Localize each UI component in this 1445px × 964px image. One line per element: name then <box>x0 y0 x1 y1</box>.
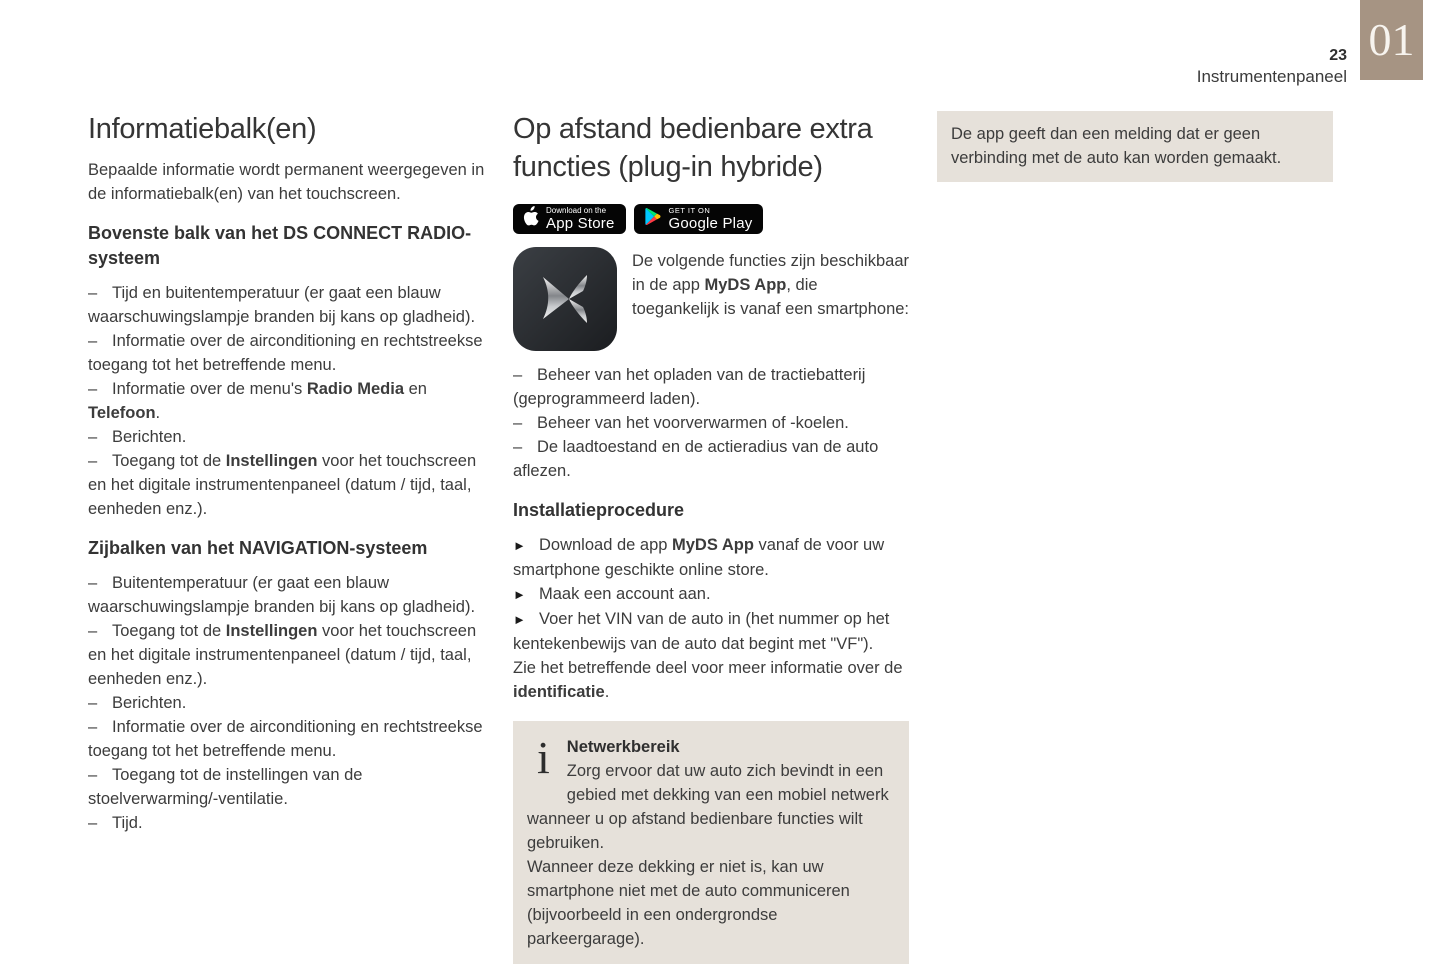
bullet-text: Berichten. <box>112 428 187 446</box>
step-text: Voer het VIN van de auto in (het nummer op het kentekenbewijs van de auto dat begint met "VF"). <box>513 610 890 653</box>
app-intro-row <box>513 247 909 351</box>
app-intro-text: De volgende functies zijn beschikbaar in de app MyDS App, die toegankelijk is vanaf een smartphone: <box>632 252 910 318</box>
intro-paragraph: Bepaalde informatie wordt permanent weergegeven in de informatiebalk(en) van het touchscreen. <box>88 161 485 203</box>
bullet-item <box>88 329 486 377</box>
dash-bullet-icon: – <box>88 814 98 832</box>
dash-bullet-icon: – <box>88 718 98 736</box>
bullet-text: Buitentemperatuur (er gaat een blauw waarschuwingslampje branden bij kans op gladheid). <box>88 574 476 616</box>
bullet-text: Tijd en buitentemperatuur (er gaat een blauw waarschuwingslampje branden bij kans op gladheid). <box>88 284 476 326</box>
subsection-heading-install: Installatieprocedure <box>513 500 685 520</box>
bullet-text: Berichten. <box>112 694 187 712</box>
article-title-infobar: Informatiebalk(en) <box>88 113 317 145</box>
badge-title: App Store <box>546 215 615 232</box>
bullet-item <box>88 691 486 715</box>
chapter-number: 01 <box>1368 14 1415 65</box>
chapter-number-box <box>1360 0 1423 80</box>
bullet-text: Informatie over de menu's Radio Media en Telefoon. <box>88 380 427 422</box>
ds-app-icon <box>513 247 617 351</box>
bullet-item <box>513 363 909 411</box>
step-item <box>513 533 909 582</box>
section-title: Instrumentenpaneel <box>1196 67 1347 86</box>
dash-bullet-icon: – <box>88 694 98 712</box>
bullet-item <box>88 571 486 619</box>
dash-bullet-icon: – <box>88 766 98 784</box>
bullet-item <box>88 811 486 835</box>
dash-bullet-icon: – <box>513 366 523 384</box>
page-header <box>1197 46 1347 88</box>
bullet-item <box>513 411 909 435</box>
bullet-item <box>88 619 486 691</box>
bullet-item <box>88 425 486 449</box>
middle-column <box>513 110 909 964</box>
bullet-item <box>88 281 486 329</box>
info-box-network <box>513 721 909 964</box>
article-title-remote-functions: Op afstand bedienbare extra functies (plug-in hybride) <box>513 113 873 183</box>
bullet-text: Toegang tot de instellingen van de stoelverwarming/-ventilatie. <box>88 766 363 808</box>
step-text: Download de app MyDS App vanaf de voor uw smartphone geschikte online store. <box>513 536 885 579</box>
badge-subtitle: Download on the <box>546 206 607 215</box>
note-text: De app geeft dan een melding dat er geen verbinding met de auto kan worden gemaakt. <box>951 125 1282 167</box>
info-box-paragraph: Zorg ervoor dat uw auto zich bevindt in een gebied met dekking van een mobiel netwerk wanneer u op afstand bedienbare functies wilt gebruiken. <box>527 762 889 852</box>
left-column <box>88 110 486 835</box>
bullet-item <box>88 715 486 763</box>
bullet-item <box>88 763 486 811</box>
dash-bullet-icon: – <box>88 332 98 350</box>
dash-bullet-icon: – <box>88 284 98 302</box>
bullet-item <box>88 377 486 425</box>
dash-bullet-icon: – <box>88 380 98 398</box>
apple-logo-icon <box>522 206 539 232</box>
google-play-icon <box>643 206 662 232</box>
bullet-text: Beheer van het voorverwarmen of -koelen. <box>537 414 849 432</box>
subsection-heading-navigation: Zijbalken van het NAVIGATION-systeem <box>88 538 428 558</box>
arrow-bullet-icon: ► <box>513 538 526 553</box>
step-item <box>513 607 909 656</box>
dash-bullet-icon: – <box>513 438 523 456</box>
dash-bullet-icon: – <box>88 452 98 470</box>
info-box-paragraph: Wanneer deze dekking er niet is, kan uw smartphone niet met de auto communiceren (bijvoorbeeld in een ondergrondse parkeergarage). <box>527 858 850 948</box>
step-text: Maak een account aan. <box>539 585 711 603</box>
arrow-bullet-icon: ► <box>513 612 526 627</box>
arrow-bullet-icon: ► <box>513 587 526 602</box>
bullet-text: Informatie over de airconditioning en rechtstreekse toegang tot het betreffende menu. <box>88 718 483 760</box>
dash-bullet-icon: – <box>88 574 98 592</box>
note-box-app-message <box>937 111 1333 182</box>
bullet-item <box>88 449 486 521</box>
step-item <box>513 582 909 607</box>
subsection-heading-connect-radio: Bovenste balk van het DS CONNECT RADIO-systeem <box>88 223 472 268</box>
bullet-text: Toegang tot de Instellingen voor het touchscreen en het digitale instrumentenpaneel (datum / tijd, taal, eenheden enz.). <box>88 452 477 518</box>
dash-bullet-icon: – <box>513 414 523 432</box>
google-play-badge <box>634 204 764 234</box>
bullet-item <box>513 435 909 483</box>
badge-subtitle: GET IT ON <box>668 206 711 215</box>
bullet-text: Toegang tot de Instellingen voor het touchscreen en het digitale instrumentenpaneel (datum / tijd, taal, eenheden enz.). <box>88 622 477 688</box>
bullet-text: Informatie over de airconditioning en rechtstreekse toegang tot het betreffende menu. <box>88 332 483 374</box>
bullet-text: De laadtoestand en de actieradius van de auto aflezen. <box>513 438 879 480</box>
see-also-text: Zie het betreffende deel voor meer informatie over de identificatie. <box>513 659 903 701</box>
info-icon: i <box>537 732 550 783</box>
info-box-title: Netwerkbereik <box>566 738 680 756</box>
app-store-badge <box>513 204 626 234</box>
dash-bullet-icon: – <box>88 622 98 640</box>
badge-title: Google Play <box>668 215 753 232</box>
dash-bullet-icon: – <box>88 428 98 446</box>
bullet-text: Tijd. <box>112 814 143 832</box>
bullet-text: Beheer van het opladen van de tractiebatterij (geprogrammeerd laden). <box>513 366 866 408</box>
page-number: 23 <box>1329 47 1347 64</box>
store-badges <box>513 204 909 234</box>
